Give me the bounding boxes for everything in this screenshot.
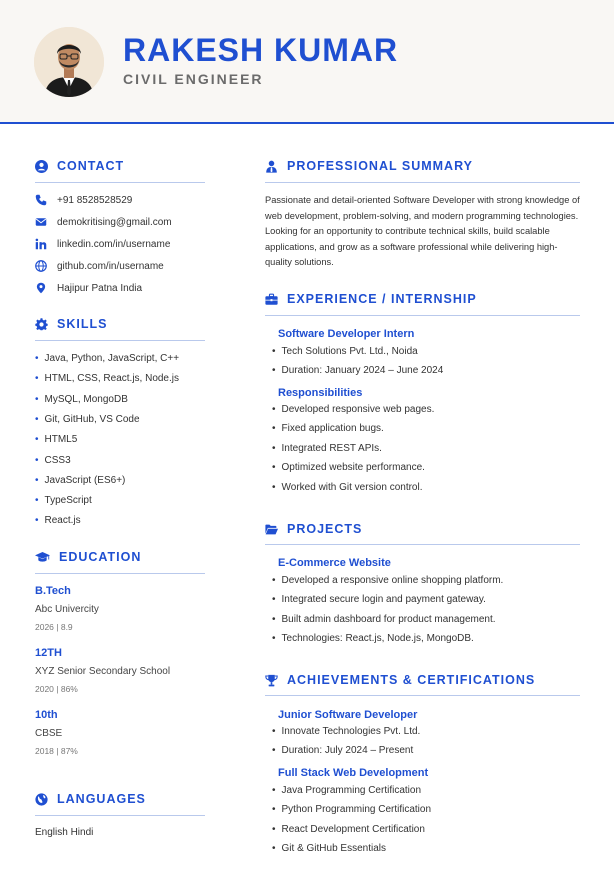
certification-item: • Python Programming Certification xyxy=(272,804,431,815)
candidate-title: CIVIL ENGINEER xyxy=(123,71,264,87)
education-divider xyxy=(35,573,205,574)
contact-github-text: github.com/in/username xyxy=(57,260,164,272)
experience-divider xyxy=(265,315,580,316)
skill-item: • Java, Python, JavaScript, C++ xyxy=(35,353,179,364)
project-item: • Integrated secure login and payment gateway. xyxy=(272,594,486,605)
skill-item: • JavaScript (ES6+) xyxy=(35,475,125,486)
candidate-name: RAKESH KUMAR xyxy=(123,32,399,68)
education-meta: 2020 | 86% xyxy=(35,684,78,694)
languages-heading xyxy=(35,792,146,806)
responsibility-item: • Worked with Git version control. xyxy=(272,482,423,493)
location-pin-icon xyxy=(35,282,47,294)
skill-item: • HTML5 xyxy=(35,434,77,445)
languages-text: English Hindi xyxy=(35,827,94,838)
responsibility-item: • Developed responsive web pages. xyxy=(272,404,434,415)
briefcase-icon xyxy=(265,293,278,306)
contact-phone xyxy=(35,194,132,206)
project-item: • Developed a responsive online shopping platform. xyxy=(272,575,503,586)
envelope-icon xyxy=(35,216,47,228)
contact-phone-text: +91 8528528529 xyxy=(57,194,133,206)
summary-heading-text: PROFESSIONAL SUMMARY xyxy=(287,159,473,173)
contact-linkedin-text: linkedin.com/in/username xyxy=(57,238,171,250)
projects-heading-text: PROJECTS xyxy=(287,522,363,536)
projects-heading xyxy=(265,522,362,536)
trophy-icon xyxy=(265,674,278,687)
skill-item: • MySQL, MongoDB xyxy=(35,394,128,405)
skill-item: • TypeScript xyxy=(35,495,92,506)
folder-open-icon xyxy=(265,523,278,536)
skill-item: • React.js xyxy=(35,515,81,526)
achievements-divider xyxy=(265,695,580,696)
user-circle-icon xyxy=(35,160,48,173)
education-degree: B.Tech xyxy=(35,585,71,597)
responsibility-item: • Optimized website performance. xyxy=(272,462,425,473)
certification-item: • Java Programming Certification xyxy=(272,785,421,796)
summary-text: Passionate and detail-oriented Software Developer with strong knowledge of web development, problem-solving, and modern programming technologies. Looking for an opportunity to contribute technical skills, build scalable applications, and grow as a software professional while delivering high-quality solutions. xyxy=(265,195,580,268)
education-institution: Abc Univercity xyxy=(35,604,99,615)
education-heading-text: EDUCATION xyxy=(59,550,142,564)
project-item: • Built admin dashboard for product management. xyxy=(272,614,496,625)
education-meta: 2026 | 8.9 xyxy=(35,622,73,632)
education-institution: CBSE xyxy=(35,728,63,739)
contact-location xyxy=(35,282,142,294)
experience-heading-text: EXPERIENCE / INTERNSHIP xyxy=(287,292,477,306)
summary-heading xyxy=(265,159,473,173)
responsibility-item: • Fixed application bugs. xyxy=(272,423,384,434)
education-degree: 12TH xyxy=(35,647,62,659)
project-item: • Technologies: React.js, Node.js, MongoDB. xyxy=(272,633,474,644)
education-institution: XYZ Senior Secondary School xyxy=(35,666,171,677)
person-photo-icon xyxy=(34,27,104,97)
education-heading xyxy=(35,550,141,564)
experience-role: Software Developer Intern xyxy=(278,328,415,340)
contact-email[interactable] xyxy=(35,216,172,228)
skill-item: • CSS3 xyxy=(35,455,71,466)
contact-linkedin[interactable] xyxy=(35,238,170,250)
contact-heading-text: CONTACT xyxy=(57,159,125,173)
phone-icon xyxy=(35,194,47,206)
skills-divider xyxy=(35,340,205,341)
certifications-heading: Full Stack Web Development xyxy=(278,767,429,779)
responsibilities-heading: Responsibilities xyxy=(278,387,363,399)
achievement-duration: • Duration: July 2024 – Present xyxy=(272,745,413,756)
contact-email-text: demokritising@gmail.com xyxy=(57,216,172,228)
resume-header xyxy=(0,0,614,124)
experience-heading xyxy=(265,292,477,306)
skill-item: • Git, GitHub, VS Code xyxy=(35,414,140,425)
experience-duration: • Duration: January 2024 – June 2024 xyxy=(272,365,443,376)
skills-heading xyxy=(35,317,107,331)
education-degree: 10th xyxy=(35,709,58,721)
responsibility-item: • Integrated REST APIs. xyxy=(272,443,382,454)
contact-location-text: Hajipur Patna India xyxy=(57,282,143,294)
globe-icon xyxy=(35,260,47,272)
user-tie-icon xyxy=(265,160,278,173)
graduation-cap-icon xyxy=(35,551,50,563)
achievements-heading-text: ACHIEVEMENTS & CERTIFICATIONS xyxy=(287,673,536,687)
education-meta: 2018 | 87% xyxy=(35,746,78,756)
linkedin-icon xyxy=(35,238,47,250)
achievement-role: Junior Software Developer xyxy=(278,709,418,721)
achievements-heading xyxy=(265,673,535,687)
skills-heading-text: SKILLS xyxy=(57,317,108,331)
experience-company: • Tech Solutions Pvt. Ltd., Noida xyxy=(272,346,418,357)
summary-divider xyxy=(265,182,580,183)
contact-heading xyxy=(35,159,124,173)
profile-photo-avatar xyxy=(34,27,104,97)
globe-icon xyxy=(35,793,48,806)
achievement-company: • Innovate Technologies Pvt. Ltd. xyxy=(272,726,420,737)
project-title: E-Commerce Website xyxy=(278,557,391,569)
contact-divider xyxy=(35,182,205,183)
gear-icon xyxy=(35,318,48,331)
skill-item: • HTML, CSS, React.js, Node.js xyxy=(35,373,179,384)
certification-item: • Git & GitHub Essentials xyxy=(272,843,386,854)
projects-divider xyxy=(265,544,580,545)
languages-heading-text: LANGUAGES xyxy=(57,792,146,806)
contact-github[interactable] xyxy=(35,260,164,272)
certification-item: • React Development Certification xyxy=(272,824,425,835)
languages-divider xyxy=(35,815,205,816)
